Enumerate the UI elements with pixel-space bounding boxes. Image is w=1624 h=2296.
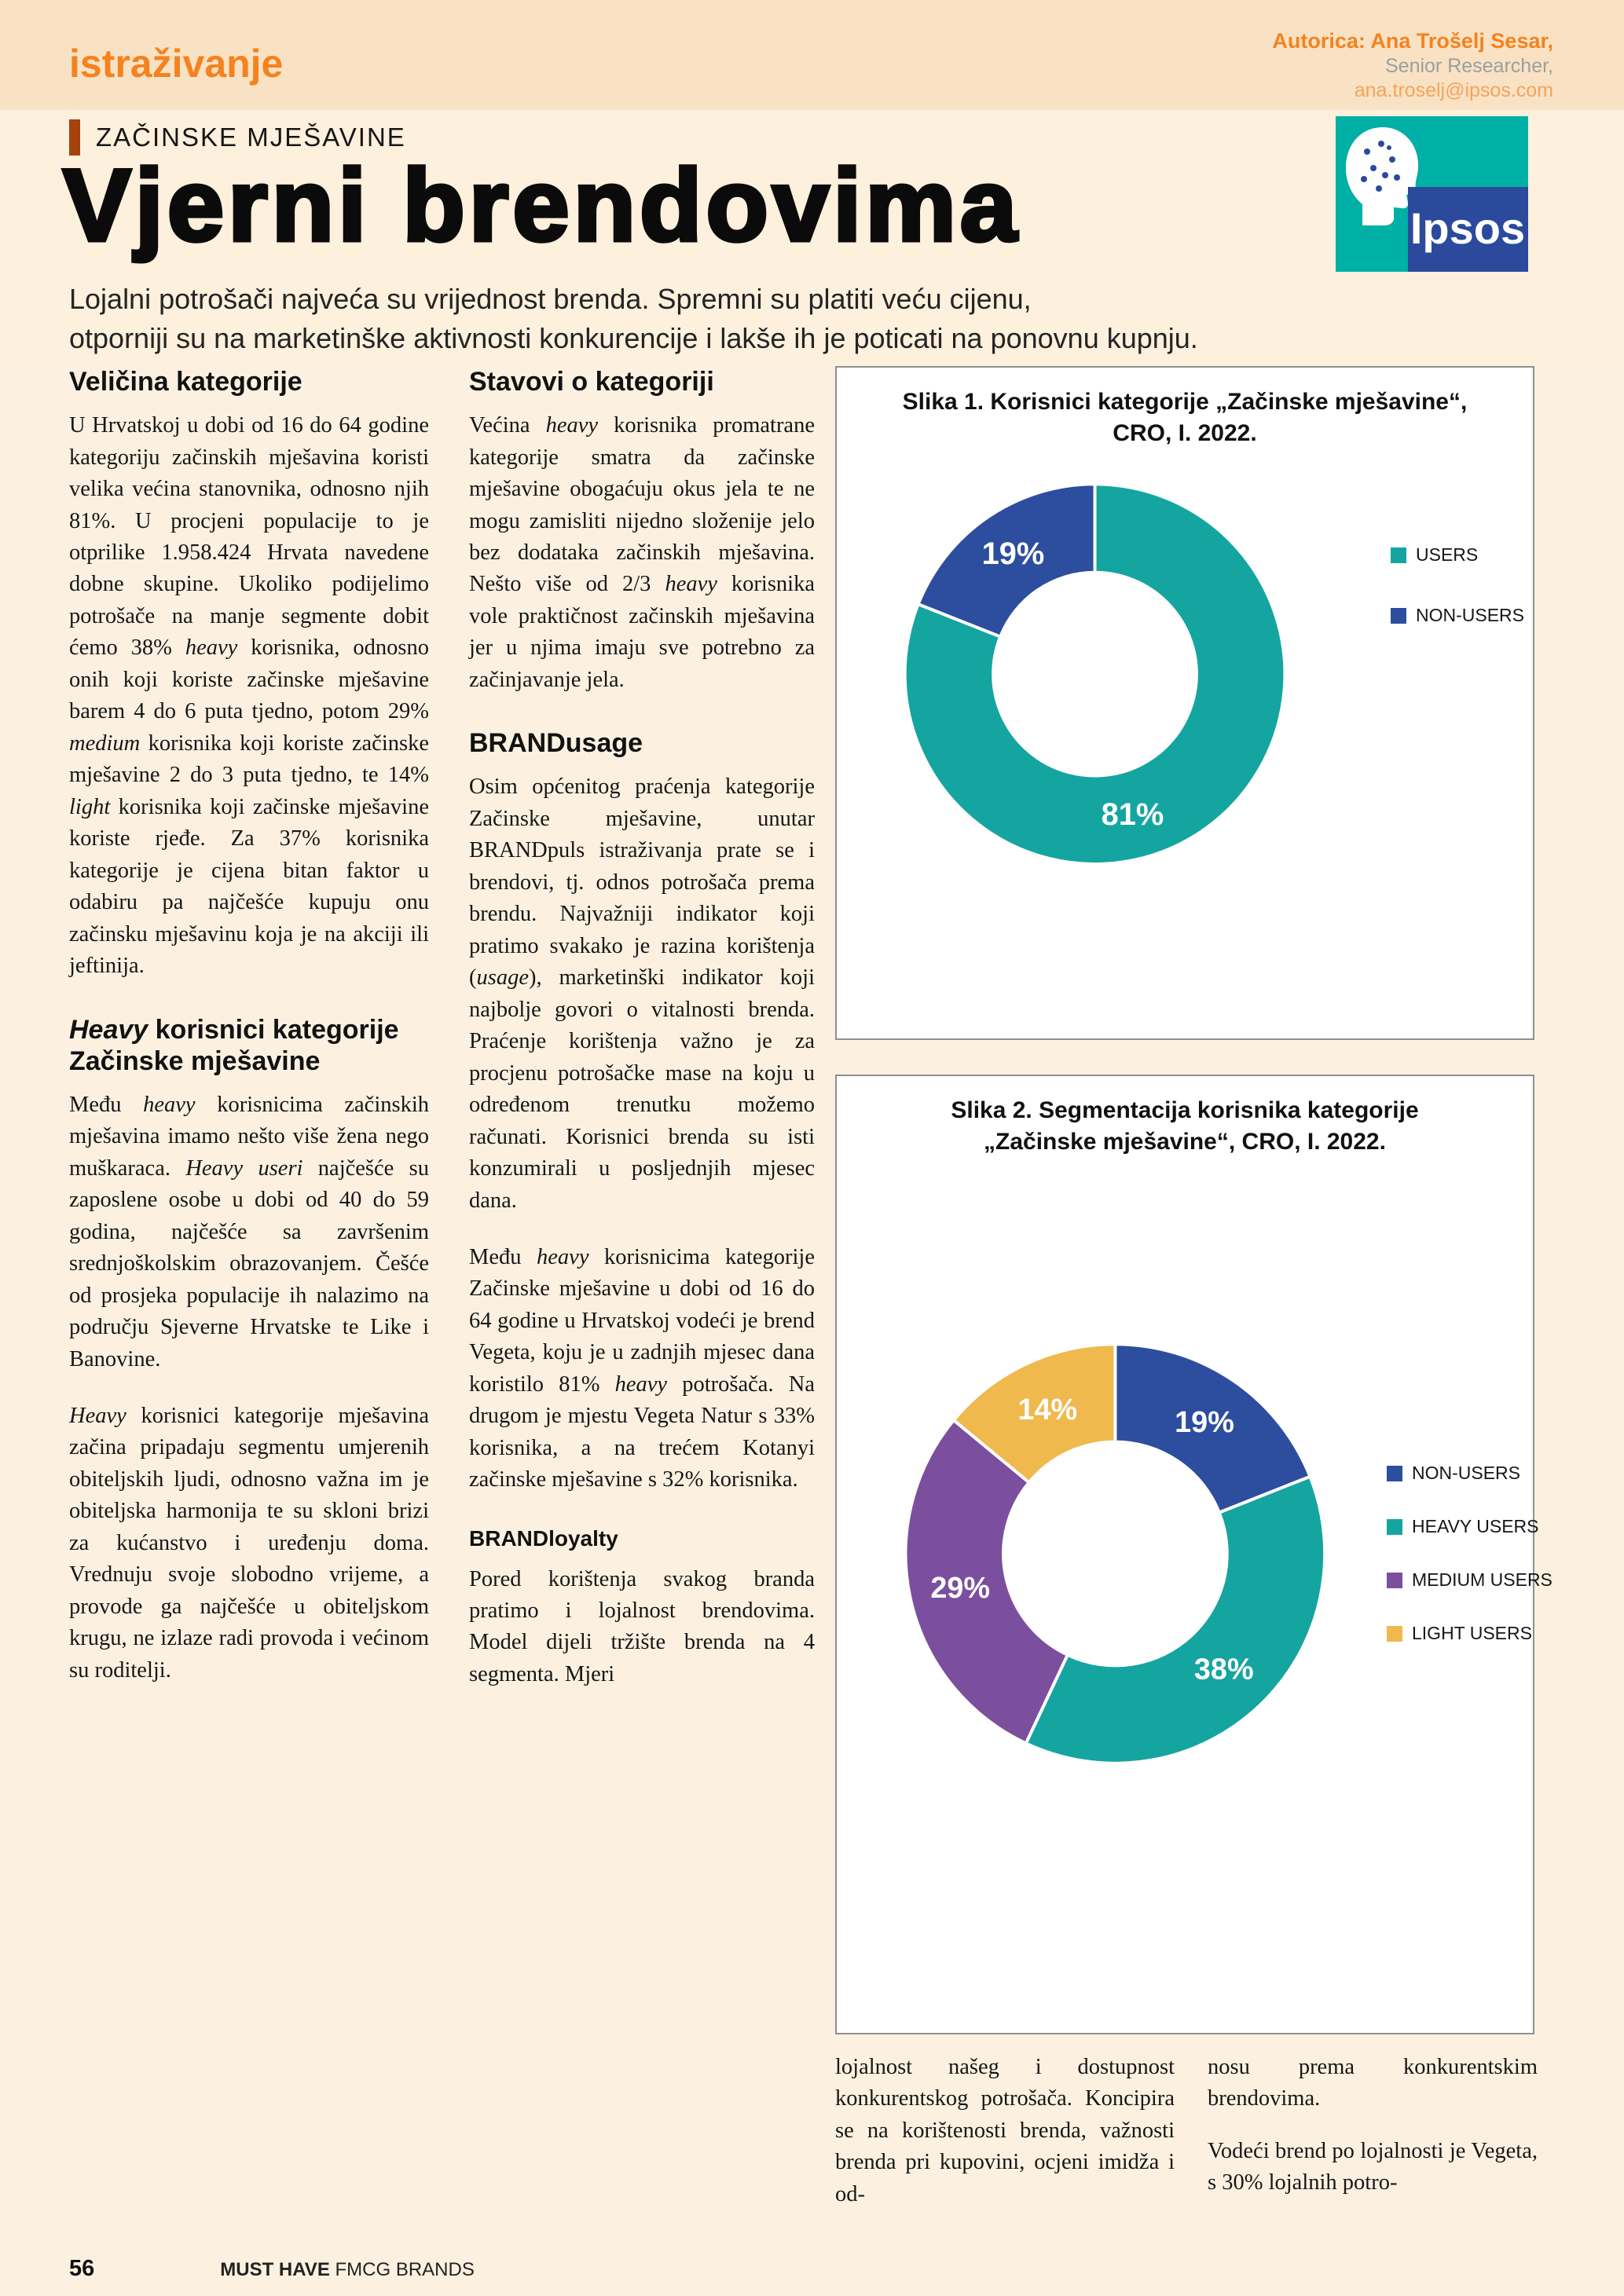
donut-value-label-light-users: 14% (1017, 1393, 1078, 1427)
ipsos-logo-wordmark: Ipsos (1410, 203, 1526, 253)
legend-swatch-medium-users (1387, 1573, 1402, 1588)
lead-paragraph (69, 280, 1198, 357)
heading-brandloyalty: BRANDloyalty (469, 1525, 618, 1551)
page-footer (69, 2256, 475, 2282)
bottom-right-paragraph-2: Vodeći brend po lojalnosti je Vegeta, s 30% lojalnih potro- (1208, 2138, 1538, 2195)
legend-label-heavy-users: HEAVY USERS (1412, 1516, 1539, 1536)
donut-value-label-medium-users: 29% (930, 1572, 991, 1606)
col1-paragraph-3: Heavy korisnici kategorije mješavina začina pripadaju segmentu umjerenih obiteljskih ljudi, odnosno važna im je obiteljska harmonija te su skloni brizi za kućanstvo i uređenju doma. Vrednuju svoje slobodno vrijeme, a provode ga najčešće u obiteljskom krugu, ne izlaze radi provoda i većinom su roditelji. (69, 1403, 429, 1683)
legend-label-light-users: LIGHT USERS (1412, 1623, 1532, 1643)
legend-label-medium-users: MEDIUM USERS (1412, 1569, 1553, 1590)
chart2-title-line-1: Slika 2. Segmentacija korisnika kategorije (951, 1097, 1419, 1123)
chart-figure-1 (835, 366, 1534, 1040)
legend-swatch-heavy-users (1387, 1519, 1402, 1535)
chart-figure-2 (835, 1075, 1553, 2034)
bottom-column-right (1208, 2052, 1538, 2220)
legend-swatch-non-users (1391, 608, 1406, 624)
lead-line-1: Lojalni potrošači najveća su vrijednost brenda. Spremni su platiti veću cijenu, (69, 283, 1032, 315)
legend-item-light-users (1387, 1623, 1553, 1644)
column-2 (469, 366, 815, 1716)
legend-label-users: USERS (1416, 544, 1479, 565)
bottom-left-paragraph: lojalnost našeg i dostupnost konkurentskog potrošača. Koncipira se na korištenosti brenda, važnosti brenda pri kupovini, ocjeni imidža i od- (835, 2055, 1175, 2206)
donut-value-label-heavy-users: 38% (1193, 1653, 1254, 1686)
heading-velicina-kategorije: Veličina kategorije (69, 367, 302, 397)
page-title: Vjerni brendovima (63, 148, 1021, 262)
donut-chart-users (837, 368, 1533, 1038)
col2-paragraph-4: Pored korištenja svakog branda pratimo i lojalnost brendovima. Model dijeli tržište brenda na 4 segmenta. Mjeri (469, 1566, 815, 1686)
col2-paragraph-1: Većina heavy korisnika promatrane kategorije smatra da začinske mješavine obogaćuju okus jela te ne mogu zamisliti nijedno složenije jelo bez dodataka začinskih mješavina. Nešto više od 2/3 heavy korisnika vole praktičnost začinskih mješavina jer u njima imaju sve potrebno za začinjavanje jela. (469, 413, 815, 692)
col2-paragraph-2: Osim općenitog praćenja kategorije Začinske mješavine, unutar BRANDpuls istraživanja prate se i brendovi, tj. odnos potrošača prema brendu. Najvažniji indikator koji pratimo svakako je razina korištenja (usage), marketinški indikator koji najbolje govori o vitalnosti brenda. Praćenje korištenja važno je za procjenu potrošačke mase na koju u određenom trenutku možemo računati. Korisnici brenda su isti konzumirali u posljednjih mjesec dana. (469, 774, 815, 1213)
legend-item-non-users (1387, 1463, 1553, 1484)
bottom-right-paragraph-1: nosu prema konkurentskim brendovima. (1208, 2055, 1538, 2111)
author-role: Senior Researcher, (1384, 55, 1553, 78)
bottom-column-left (835, 2052, 1175, 2231)
section-label: istraživanje (69, 42, 284, 86)
footer-brand-bold: MUST HAVE (220, 2259, 330, 2280)
legend-item-users (1391, 544, 1524, 566)
author-name: Autorica: Ana Trošelj Sesar, (1272, 29, 1553, 53)
heading-stavovi-o-kategoriji: Stavovi o kategoriji (469, 367, 714, 397)
footer-brand-rest: FMCG BRANDS (335, 2259, 475, 2280)
legend-swatch-users (1391, 547, 1406, 563)
chart1-legend (1391, 544, 1524, 665)
chart2-legend (1387, 1463, 1553, 1676)
page-number: 56 (69, 2256, 95, 2281)
col1-paragraph-2: Među heavy korisnicima začinskih mješavina imamo nešto više žena nego muškaraca. Heavy useri najčešće su zaposlene osobe u dobi od 40 do 59 godina, najčešće sa završenim srednjoškolskim obrazovanjem. Češće od prosjeka populacije ih nalazimo na području Sjeverne Hrvatske te Like i Banovine. (69, 1092, 429, 1371)
chart1-title-line-1: Slika 1. Korisnici kategorije „Začinske mješavine“, (902, 389, 1468, 415)
kicker-label: ZAČINSKE MJEŠAVINE (96, 123, 406, 152)
donut-value-label-non-users: 19% (981, 536, 1045, 572)
legend-item-non-users (1391, 605, 1524, 626)
column-1 (69, 366, 429, 1712)
footer-brand (220, 2259, 475, 2281)
legend-item-medium-users (1387, 1569, 1553, 1591)
chart2-title-line-2: „Začinske mješavine“, CRO, I. 2022. (984, 1128, 1386, 1155)
col2-paragraph-3: Među heavy korisnicima kategorije Začinske mješavine u dobi od 16 do 64 godine u Hrvatskoj vodeći je brend Vegeta, koju je u zadnjih mjesec dana koristilo 81% heavy potrošača. Na drugom je mjestu Vegeta Natur s 33% korisnika, a na trećem Kotanyi začinske mješavine s 32% korisnika. (469, 1245, 816, 1492)
author-block (1272, 28, 1553, 103)
legend-swatch-light-users (1387, 1626, 1402, 1642)
donut-value-label-users: 81% (1101, 796, 1164, 832)
legend-swatch-non-users (1387, 1466, 1402, 1481)
donut-value-label-non-users: 19% (1175, 1405, 1234, 1439)
chart1-title-line-2: CRO, I. 2022. (1113, 419, 1257, 446)
lead-line-2: otporniji su na marketinške aktivnosti konkurencije i lakše ih je poticati na ponovnu kupnju. (69, 321, 1198, 354)
donut-segment-heavy-users (1026, 1477, 1325, 1763)
author-email[interactable]: ana.troselj@ipsos.com (1354, 79, 1553, 102)
legend-item-heavy-users (1387, 1516, 1553, 1537)
ipsos-logo (1336, 116, 1528, 272)
col1-paragraph-1: U Hrvatskoj u dobi od 16 do 64 godine kategoriju začinskih mješavina koristi velika većina stanovnika, odnosno njih 81%. U procjeni populacije to je otprilike 1.958.424 Hrvata navedene dobne skupine. Ukoliko podijelimo potrošače na manje segmente dobit ćemo 38% heavy korisnika, odnosno onih koji koriste začinske mješavine barem 4 do 6 puta tjedno, potom 29% medium korisnika koji koriste začinske mješavine 2 do 3 puta tjedno, te 14% light korisnika koji začinske mješavine koriste rjeđe. Za 37% korisnika kategorije je cijena bitan faktor u odabiru pa najčešće kupuju onu začinsku mješavinu koja je na akciji ili jeftinija. (69, 413, 429, 979)
heading-brandusage: BRANDusage (469, 728, 643, 759)
heading-heavy-korisnici: Heavy korisnici kategorije Začinske mješavine (69, 1014, 399, 1076)
legend-label-non-users: NON-USERS (1416, 605, 1525, 625)
legend-label-non-users: NON-USERS (1412, 1463, 1521, 1483)
